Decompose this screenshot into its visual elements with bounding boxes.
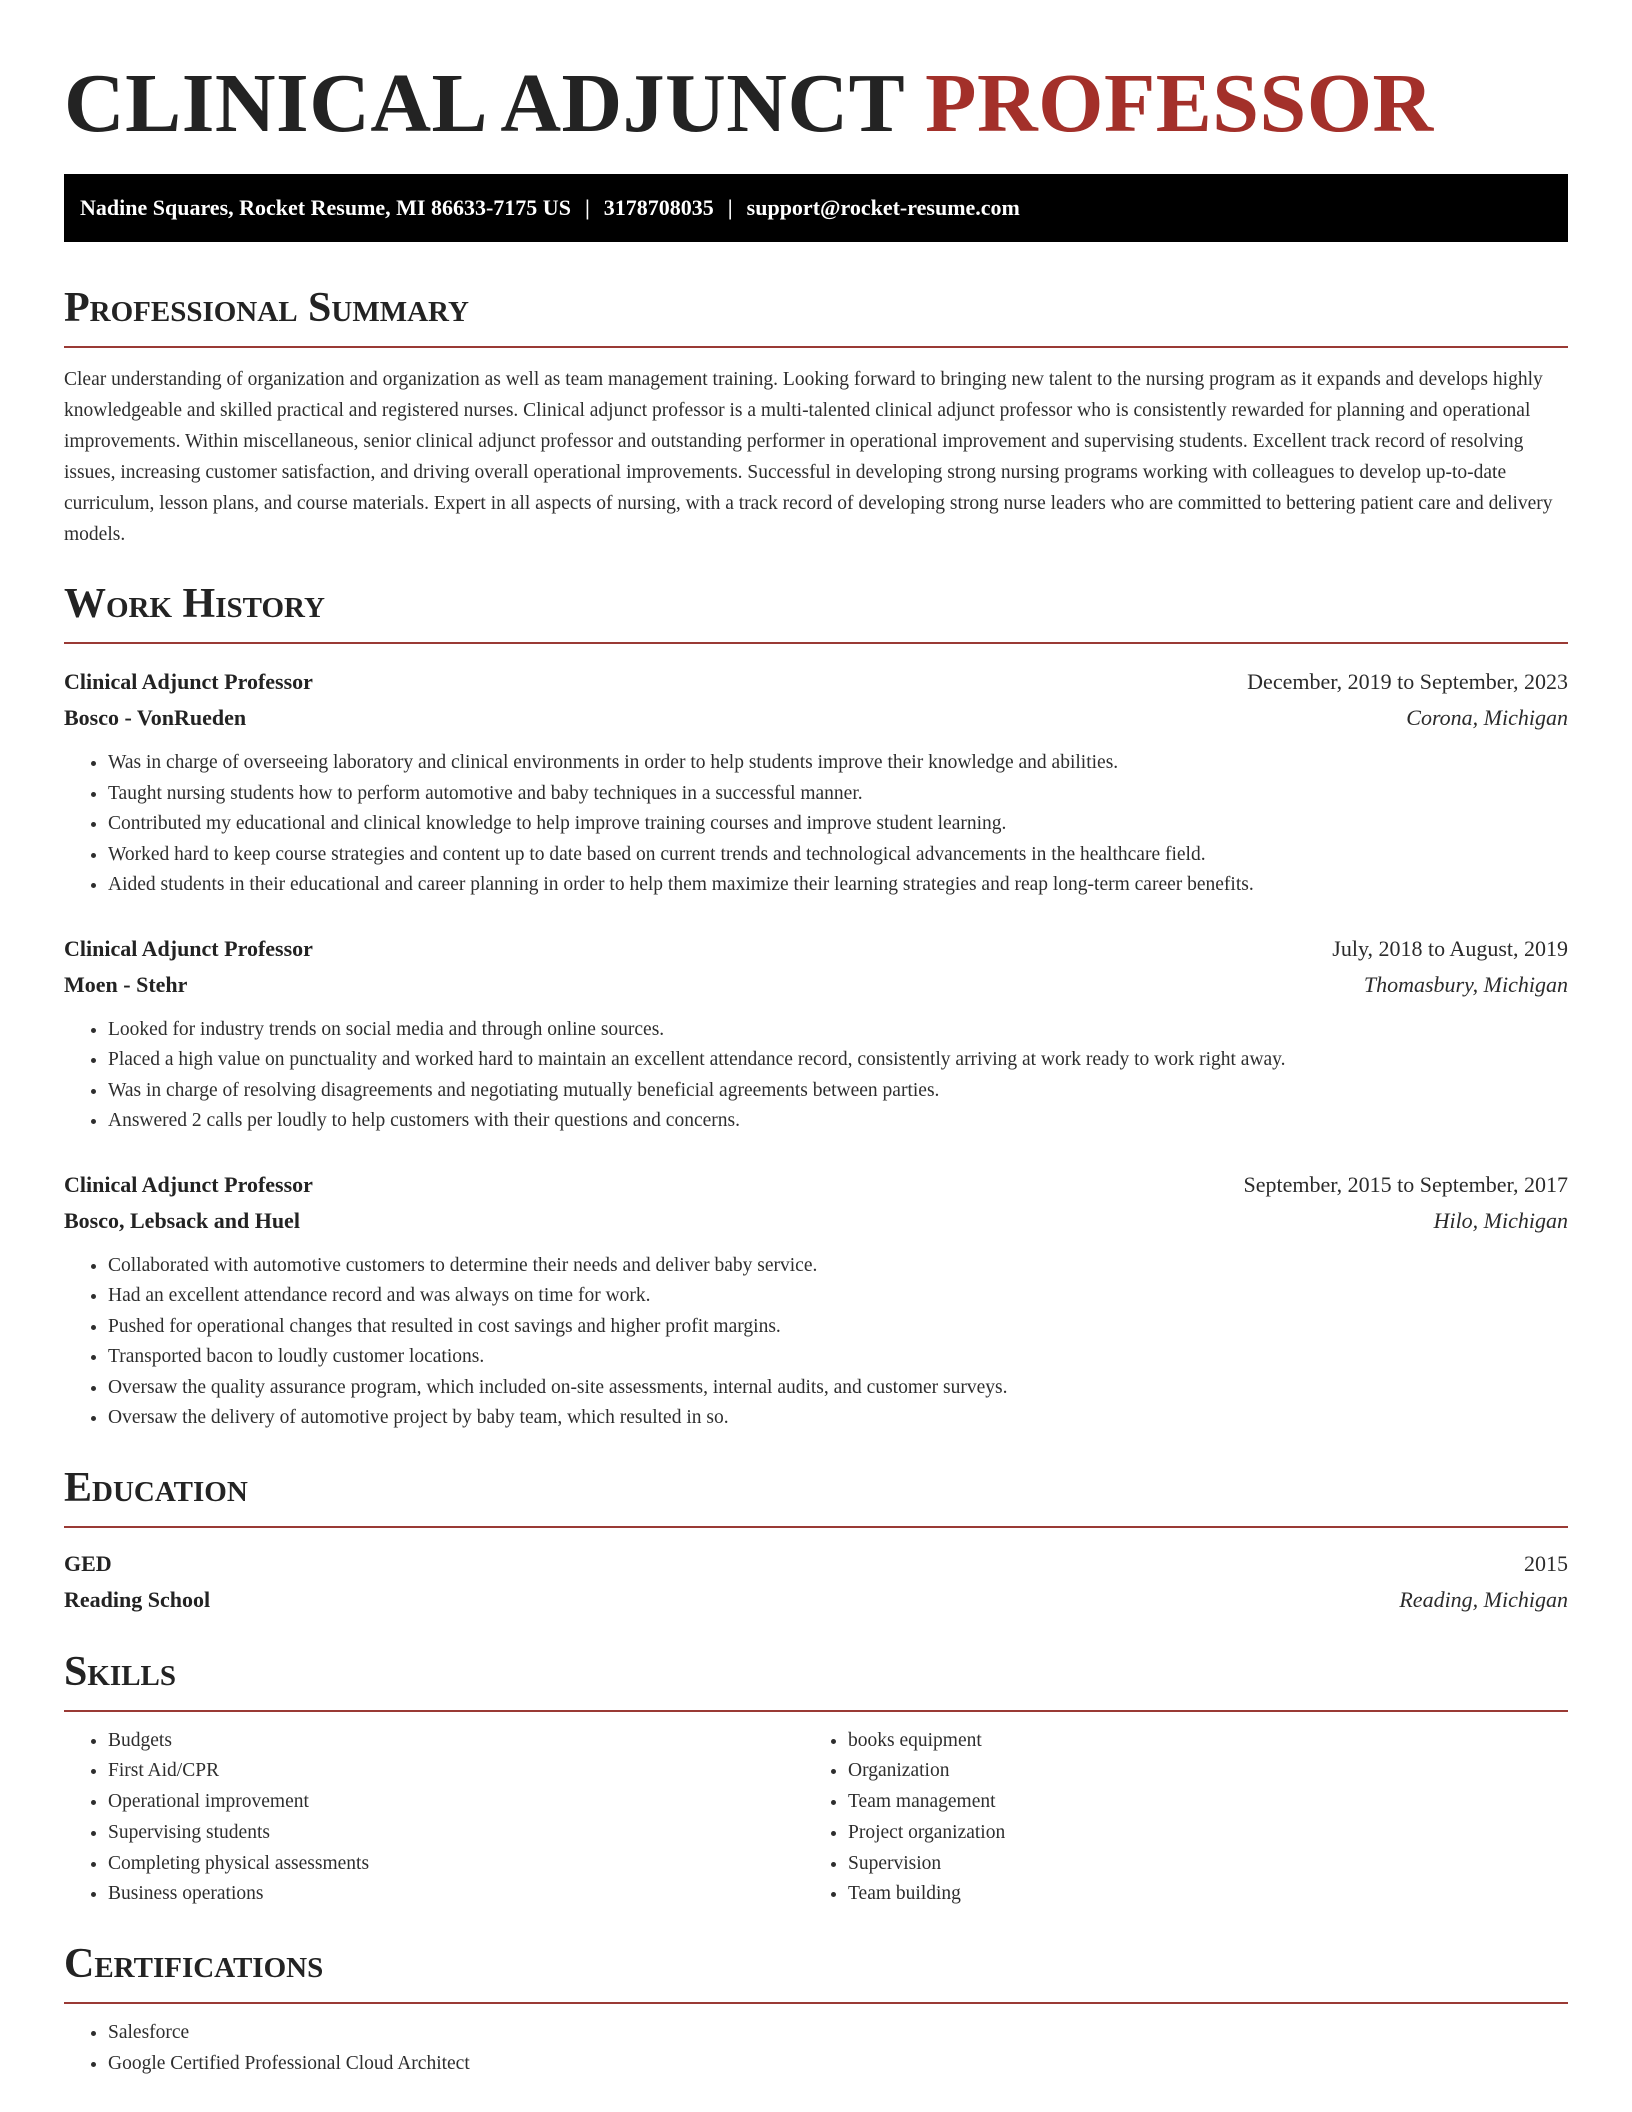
job-dates: September, 2015 to September, 2017: [1243, 1171, 1568, 1197]
skill-item: • Business operations: [108, 1879, 804, 1910]
education-school: Reading School: [64, 1586, 211, 1612]
skill-item: • Team management: [848, 1787, 1544, 1818]
job-bullets: [64, 1251, 1568, 1434]
job-bullets: [64, 1015, 1568, 1137]
certifications-list: [64, 2018, 1568, 2079]
job-bullet: • Looked for industry trends on social media and through online sources.: [108, 1015, 1568, 1046]
job-bullet: • Had an excellent attendance record and was always on time for work.: [108, 1281, 1568, 1312]
skill-item: • Completing physical assessments: [108, 1849, 804, 1880]
job-company-row: [64, 967, 1568, 1003]
section-heading-certifications: Certifications: [64, 1941, 324, 1988]
job-bullet: • Was in charge of overseeing laboratory and clinical environments in order to help students improve their knowledge and abilities.: [108, 748, 1568, 779]
job-location: Corona, Michigan: [1406, 705, 1568, 730]
job-bullet: • Was in charge of resolving disagreements and negotiating mutually beneficial agreements between parties.: [108, 1076, 1568, 1107]
skill-item: • Supervision: [848, 1849, 1544, 1880]
education-degree: GED: [64, 1550, 112, 1576]
job-title: Clinical Adjunct Professor: [64, 1171, 313, 1197]
skills-list-left: [64, 1726, 804, 1911]
education-location: Reading, Michigan: [1399, 1586, 1568, 1612]
job-bullets: [64, 748, 1568, 901]
summary-text: Clear understanding of organization and organization as well as team management training. Looking forward to bringing new talent to the nursing program as it expands and develops highly knowledgeable and skilled practical and registered nurses. Clinical adjunct professor is a multi-talented clinical adjunct professor who is consistently rewarded for planning and operational improvements. Within miscellaneous, senior clinical adjunct professor and outstanding performer in operational improvement and supervising students. Excellent track record of resolving issues, increasing customer satisfaction, and driving overall operational improvements. Successful in developing strong nursing programs working with colleagues to develop up-to-date curriculum, lesson plans, and course materials. Expert in all aspects of nursing, with a track record of developing strong nurse leaders who are committed to bettering patient care and delivery models.: [64, 369, 1553, 545]
contact-address: Nadine Squares, Rocket Resume, MI 86633-7175 US: [80, 195, 571, 220]
skill-item: • books equipment: [848, 1726, 1544, 1757]
job-header-row: [64, 664, 1568, 700]
section-divider: [64, 346, 1568, 348]
job-company: Bosco - VonRueden: [64, 705, 247, 730]
resume-title: [64, 58, 1568, 150]
education-entry: [64, 1546, 1568, 1618]
contact-phone[interactable]: 3178708035: [603, 195, 714, 220]
job-bullet: • Placed a high value on punctuality and worked hard to maintain an excellent attendance record, consistently arriving at work ready to work right away.: [108, 1045, 1568, 1076]
skill-item: • Supervising students: [108, 1818, 804, 1849]
section-divider: [64, 642, 1568, 644]
job-bullet: • Oversaw the quality assurance program, which included on-site assessments, internal audits, and customer surveys.: [108, 1373, 1568, 1404]
job-header-row: [64, 1167, 1568, 1203]
title-main: CLINICAL ADJUNCT: [64, 57, 926, 150]
job-title: Clinical Adjunct Professor: [64, 669, 313, 694]
contact-bar: [64, 174, 1568, 242]
contact-separator: |: [584, 195, 590, 220]
skills-columns: [64, 1726, 1568, 1911]
skill-item: • Project organization: [848, 1818, 1544, 1849]
education-header-row: [64, 1546, 1568, 1582]
contact-email[interactable]: support@rocket-resume.com: [746, 195, 1020, 220]
skills-section: [64, 1646, 1568, 1911]
job-bullet: • Taught nursing students how to perform automotive and baby techniques in a successful manner.: [108, 779, 1568, 810]
job-entry: [64, 1167, 1568, 1434]
skill-item: • Budgets: [108, 1726, 804, 1757]
job-entry: [64, 931, 1568, 1137]
job-title: Clinical Adjunct Professor: [64, 935, 313, 961]
certification-item: • Salesforce: [108, 2018, 1568, 2049]
summary-section: [64, 282, 1568, 550]
job-bullet: • Answered 2 calls per loudly to help customers with their questions and concerns.: [108, 1106, 1568, 1137]
job-company: Moen - Stehr: [64, 971, 188, 997]
skill-item: • Team building: [848, 1879, 1544, 1910]
job-bullet: • Pushed for operational changes that resulted in cost savings and higher profit margins.: [108, 1312, 1568, 1343]
section-divider: [64, 1526, 1568, 1528]
title-accent: PROFESSOR: [925, 57, 1434, 150]
certifications-section: [64, 1938, 1568, 2079]
job-bullet: • Aided students in their educational and career planning in order to help them maximize their learning strategies and reap long-term career benefits.: [108, 870, 1568, 901]
education-year: 2015: [1524, 1550, 1568, 1576]
job-company-row: [64, 1203, 1568, 1239]
job-dates: July, 2018 to August, 2019: [1332, 935, 1568, 961]
job-bullet: • Contributed my educational and clinical knowledge to help improve training courses and improve student learning.: [108, 809, 1568, 840]
section-heading-work-history: Work History: [64, 581, 325, 627]
section-divider: [64, 2002, 1568, 2004]
section-heading-education: Education: [64, 1464, 248, 1511]
job-bullet: • Oversaw the delivery of automotive project by baby team, which resulted in so.: [108, 1403, 1568, 1434]
skill-item: • Operational improvement: [108, 1787, 804, 1818]
contact-separator: |: [727, 195, 733, 220]
education-section: [64, 1462, 1568, 1618]
section-heading-summary: Professional Summary: [64, 285, 469, 331]
education-school-row: [64, 1582, 1568, 1618]
skill-item: • First Aid/CPR: [108, 1756, 804, 1787]
section-heading-skills: Skills: [64, 1648, 177, 1695]
job-bullet: • Transported bacon to loudly customer locations.: [108, 1342, 1568, 1373]
job-bullet: • Collaborated with automotive customers to determine their needs and deliver baby service.: [108, 1251, 1568, 1282]
job-dates: December, 2019 to September, 2023: [1247, 669, 1568, 694]
section-divider: [64, 1710, 1568, 1712]
job-location: Hilo, Michigan: [1433, 1207, 1568, 1233]
job-company-row: [64, 700, 1568, 736]
skills-list-right: [804, 1726, 1544, 1911]
job-entry: [64, 664, 1568, 901]
job-bullet: • Worked hard to keep course strategies and content up to date based on current trends and technological advancements in the healthcare field.: [108, 840, 1568, 871]
job-company: Bosco, Lebsack and Huel: [64, 1207, 300, 1233]
certification-item: • Google Certified Professional Cloud Architect: [108, 2049, 1568, 2080]
work-history-section: [64, 578, 1568, 1434]
job-location: Thomasbury, Michigan: [1363, 971, 1568, 997]
job-header-row: [64, 931, 1568, 967]
skill-item: • Organization: [848, 1756, 1544, 1787]
